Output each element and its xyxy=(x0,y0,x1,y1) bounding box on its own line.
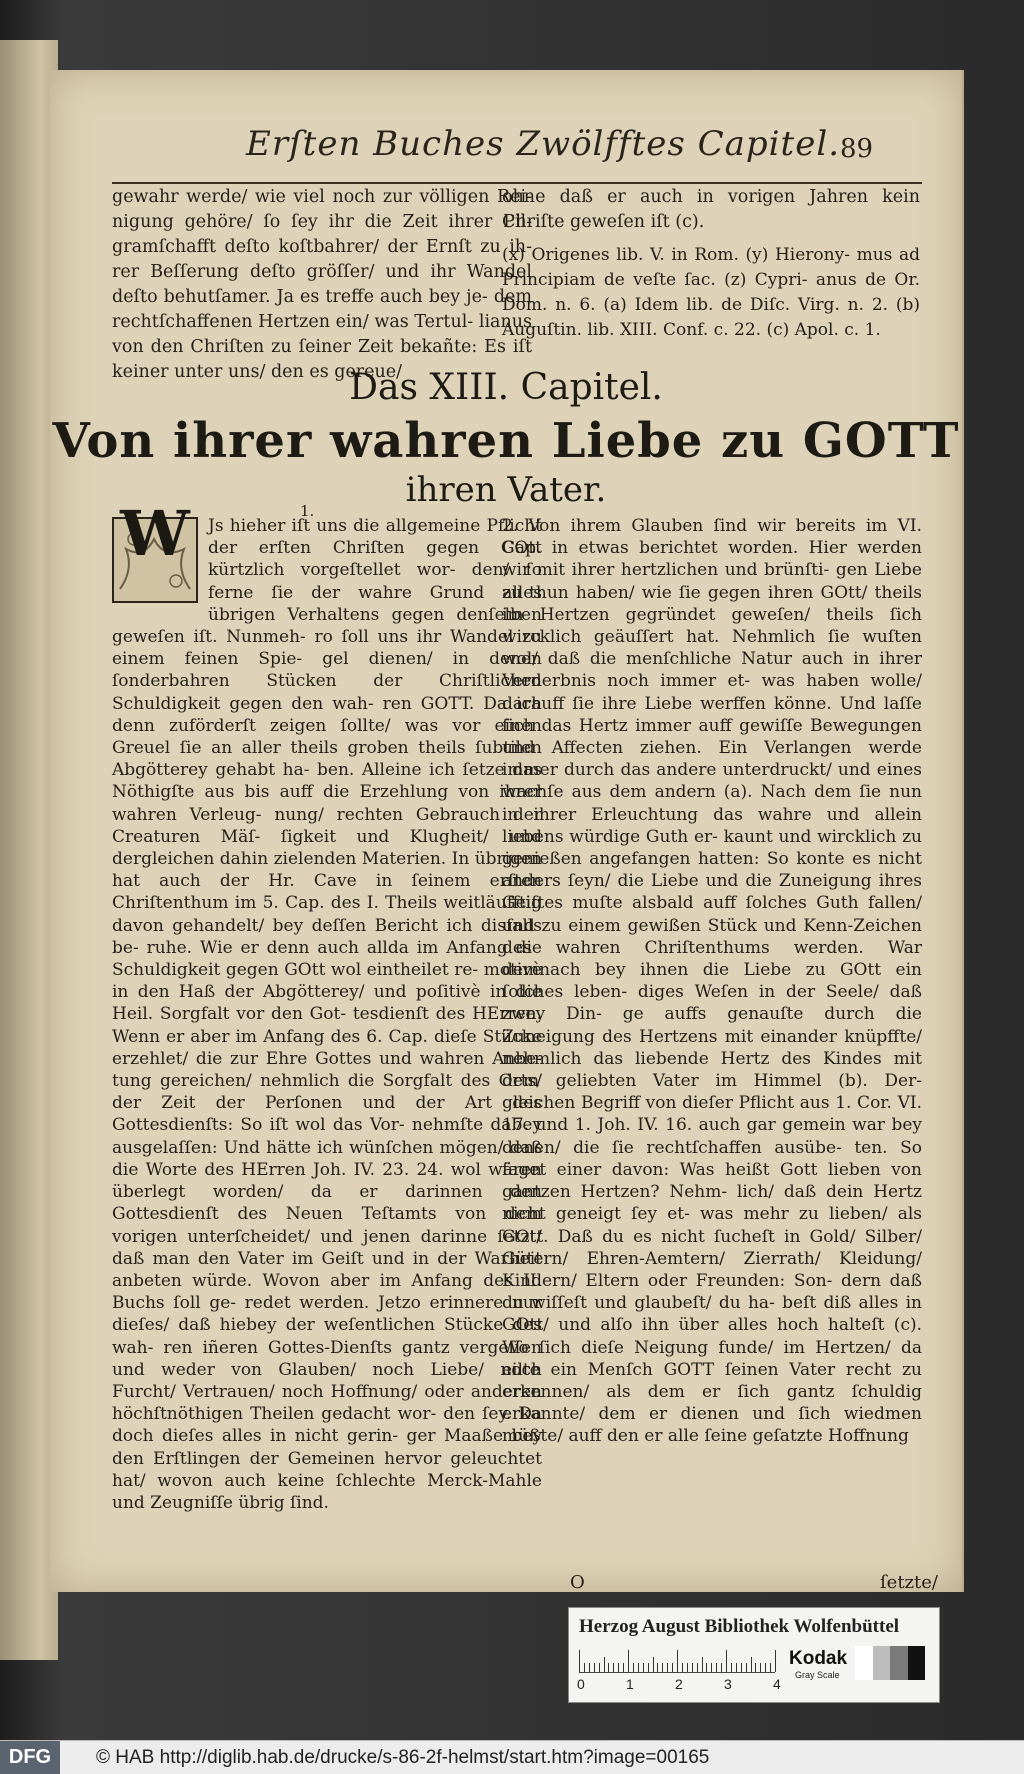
scale-tick xyxy=(741,1663,742,1672)
chapter-title-line-1: Von ihrer wahren Liebe zu GOTT xyxy=(52,413,960,469)
scale-tick xyxy=(638,1663,639,1672)
library-name: Herzog August Bibliothek Wolfenbüttel xyxy=(579,1616,900,1637)
scale-number: 1 xyxy=(626,1676,634,1692)
top-left-text: gewahr werde/ wie viel noch zur völligen Rei- nigung gehöre/ ſo ſey ihr die Zeit ihrer Pil- gramſchafft deſto koſtbahrer/ der Ernſt zu ih- rer Beſſerung deſto gröſſer/ und ihr Wandel deſto behutſamer. Ja es treffe auch bey je- dem rechtſchaffenen Hertzen ein/ was Tertul- lianus von den Chriſten zu ſeiner Zeit bekañte: Es iſt keiner unter uns/ den es gereue/ xyxy=(112,187,532,382)
top-right-text: ohne daß er auch in vorigen Jahren kein Chriſte geweſen iſt (c). xyxy=(502,187,920,232)
signature-mark: O xyxy=(570,1572,585,1593)
body-left-text: Js hieher iſt uns die allgemeine Pflicht der erſten Chriſten gegen GOtt kürtzlich vorgeſtellet wor- den/ ſo ferne ſie der wahre Grund alles übrigen Verhaltens gegen denſelben geweſen iſt. Nunmeh- ro ſoll uns ihr Wandel zu einem feinen Spie- gel dienen/ in denen ſonderbahren Stücken der Chriſtlichen Schuldigkeit gegen den wah- ren GOTT. Da ich denn zuförderſt zeigen ſollte/ was vor einen Greuel ſie an aller theils groben theils ſubtilen Abgötterey gehabt ha- ben. Alleine ich ſetze das Nöthigſte aus bis auff die Erzehlung von ihrer wahren Verleug- nung/ rechten Gebrauch der Creaturen Mäſ- ſigkeit und Klugheit/ und dergleichen dahin zielenden Materien. In übrigen hat auch der Hr. Cave in ſeinem erſten Chriſtenthum im 5. Cap. des I. Theils weitläufftig davon gehandelt/ bey deſſen Bericht ich disfalls be- ruhe. Wie er denn auch allda im Anfang die Schuldigkeit gegen GOtt wol eintheilet re- motivè in den Haß der Abgötterey/ und poſitivè in die Heil. Sorgfalt vor den Got- tesdienſt des HErren. Wenn er aber im Anfang des 6. Cap. dieſe Stücke erzehlet/ die zur Ehre Gottes und wahren Anbe- tung gereichen/ nehmlich die Sorgfalt des Orts/ der Zeit der Perſonen und der Art des Gottesdienſts: So iſt wol das Vor- nehmſte dabey ausgelaſſen: Und hätte ich wünſchen mögen/ daß die Worte des HErren Joh. IV. 23. 24. wol wären überlegt worden/ da er darinnen den Gottesdienſt des Neuen Teſtamts von dem vorigen unterſcheidet/ und jenen darinne ſetzt/ daß man den Vater im Geiſt und in der Warheit anbeten würde. Wovon aber im Anfang des II. Buchs ſoll ge- redet werden. Jetzo erinnere nur dieſes/ daß hiebey der weſentlichen Stücke des wah- ren iñeren Gottes-Dienſts gantz vergeſſen und weder von Glauben/ noch Liebe/ noch Furcht/ Vertrauen/ noch Hoffnung/ oder anderen höchſtnöthigen Theilen gedacht wor- den ſey. Da doch dieſes alles in nicht gerin- ger Maaße bey den Erſtlingen der Gemeinen hervor geleuchtet hat/ wovon auch keine ſchlechte Merck-Mahle und Zeugniſſe übrig ſind. xyxy=(112,516,542,1513)
gray-patch xyxy=(908,1646,926,1680)
scale-tick xyxy=(726,1650,727,1672)
viewer-footer xyxy=(0,1740,1024,1774)
scale-number: 0 xyxy=(577,1676,585,1692)
scale-tick xyxy=(687,1663,688,1672)
scale-tick xyxy=(702,1657,703,1672)
scale-tick xyxy=(643,1663,644,1672)
scale-tick xyxy=(706,1663,707,1672)
scale-tick xyxy=(584,1663,585,1672)
scale-tick xyxy=(697,1663,698,1672)
scale-tick xyxy=(648,1663,649,1672)
scale-tick xyxy=(653,1657,654,1672)
scale-tick xyxy=(716,1663,717,1672)
catchword: ſetzte/ xyxy=(880,1572,938,1593)
scale-tick xyxy=(731,1663,732,1672)
credit-link[interactable]: © HAB http://diglib.hab.de/drucke/s-86-2f-helmst/start.htm?image=00165 xyxy=(96,1747,710,1768)
book-page xyxy=(50,70,964,1592)
paragraph-number: 1. xyxy=(300,502,315,520)
scale-tick xyxy=(682,1663,683,1672)
scale-tick xyxy=(662,1663,663,1672)
gray-scale-patches xyxy=(855,1646,925,1680)
scale-tick xyxy=(765,1663,766,1672)
scale-tick xyxy=(628,1650,629,1672)
initial-letter: W xyxy=(120,497,190,570)
scale-tick xyxy=(672,1663,673,1672)
library-color-target xyxy=(568,1607,940,1703)
scale-tick xyxy=(579,1650,580,1672)
chapter-number: Das XIII. Capitel. xyxy=(349,367,663,408)
gray-patch xyxy=(855,1646,873,1680)
brand-sublabel: Gray Scale xyxy=(795,1670,840,1680)
scale-tick xyxy=(589,1663,590,1672)
scale-tick xyxy=(760,1663,761,1672)
scale-tick xyxy=(692,1663,693,1672)
body-right-column xyxy=(502,515,922,1448)
scale-tick xyxy=(775,1650,776,1672)
scale-tick xyxy=(599,1663,600,1672)
body-left-column xyxy=(112,497,542,1514)
scale-number: 4 xyxy=(773,1676,781,1692)
scale-tick xyxy=(711,1663,712,1672)
scale-tick xyxy=(677,1650,678,1672)
scale-tick xyxy=(736,1663,737,1672)
scale-tick xyxy=(604,1657,605,1672)
scale-tick xyxy=(721,1663,722,1672)
dfg-logo: DFG xyxy=(0,1741,60,1774)
scale-tick xyxy=(667,1663,668,1672)
scale-tick xyxy=(623,1663,624,1672)
body-right-text: 2. Von ihrem Glauben ſind wir bereits im VI. Cap. in etwas berichtet worden. Hier werden wir mit ihrer hertzlichen und brünſti- gen Liebe zu thun haben/ wie ſie gegen ihren GOtt/ theils im Hertzen gegründet geweſen/ theils ſich wircklich geäuſſert hat. Nehmlich ſie wuſten wol/ daß die menſchliche Natur auch in ihrer Verderbnis noch immer et- was haben wolle/ darauff ſie ihre Liebe werffen könne. Und laſſe ſich das Hertz immer auff gewiſſe Bewegungen und Affecten ziehen. Ein Verlangen werde immer durch das andere unterdruckt/ und eines wachſe aus dem andern (a). Nach dem ſie nun in ihrer Erleuchtung das wahre und allein liebens würdige Guth er- kaunt und wircklich zu genießen angefangen hatten: So konte es nicht anders ſeyn/ die Liebe und die Zuneigung ihres Geiſtes muſte alsbald auff ſolches Guth fallen/ und zu einem gewißen Stück und Kenn-Zeichen des wahren Chriſtenthums werden. War demnach bey ihnen die Liebe zu GOtt ein ſolches leben- diges Weſen in der Seele/ daß zwey Din- ge auffs genauſte durch die Zuneigung des Hertzens mit einander knüpffte/ nehmlich das liebende Hertz des Kindes mit dem geliebten Vater im Himmel (b). Der- gleichen Begriff von dieſer Pflicht aus 1. Cor. VI. 17. und 1. Joh. IV. 16. auch gar gemein war bey denen/ die ſie rechtſchaffen ausübe- ten. So ſaget einer davon: Was heißt Gott lieben von gantzen Hertzen? Nehm- lich/ daß dein Hertz nicht geneigt ſey et- was mehr zu lieben/ als GOtt. Daß du es nicht ſucheſt in Gold/ Silber/ Gütern/ Ehren-Aemtern/ Zierrath/ Kleidung/ Kindern/ Eltern oder Freunden: Son- dern daß du wiſſeſt und glaubeſt/ du ha- beſt diß alles in GOtt/ und alſo ihn über alles hoch halteſt (c). Wo ſich dieſe Neigung funde/ im Hertzen/ da eilte ein Menſch GOTT ſeinen Vater recht zu erkennen/ als dem er ſich gantz ſchuldig erkannte/ dem er dienen und ſich wiedmen müßte/ auff den er alle ſeine geſatzte Hoffnung xyxy=(502,516,922,1447)
top-right-column xyxy=(502,185,920,343)
scale-tick xyxy=(618,1663,619,1672)
brand-label: Kodak xyxy=(789,1648,848,1669)
decorated-initial xyxy=(112,497,198,603)
scale-ruler xyxy=(579,1648,775,1673)
scale-tick xyxy=(746,1663,747,1672)
scale-tick xyxy=(755,1663,756,1672)
scale-tick xyxy=(613,1663,614,1672)
scale-number: 2 xyxy=(675,1676,683,1692)
gray-patch xyxy=(873,1646,891,1680)
gray-patch xyxy=(890,1646,908,1680)
scale-tick xyxy=(751,1657,752,1672)
top-left-column xyxy=(112,185,532,385)
scale-tick xyxy=(657,1663,658,1672)
header-rule xyxy=(112,182,922,184)
scale-tick xyxy=(770,1663,771,1672)
scale-tick xyxy=(608,1663,609,1672)
scale-numbers xyxy=(577,1676,822,1692)
page-number: 89 xyxy=(840,134,874,164)
scale-number: 3 xyxy=(724,1676,732,1692)
scale-tick xyxy=(633,1663,634,1672)
scale-tick xyxy=(594,1663,595,1672)
chapter-title-line-2: ihren Vater. xyxy=(405,470,607,510)
running-head: Erſten Buches Zwölfftes Capitel. xyxy=(246,124,841,164)
footnotes: (x) Origenes lib. V. in Rom. (y) Hierony- mus ad Principiam de veſte ſac. (z) Cypri- anus de Or. Dom. n. 6. (a) Idem lib. de Diſc. Virg. n. 2. (b) Auguſtin. lib. XIII. Conf. c. 22. (c) Apol. c. 1. xyxy=(502,245,920,340)
